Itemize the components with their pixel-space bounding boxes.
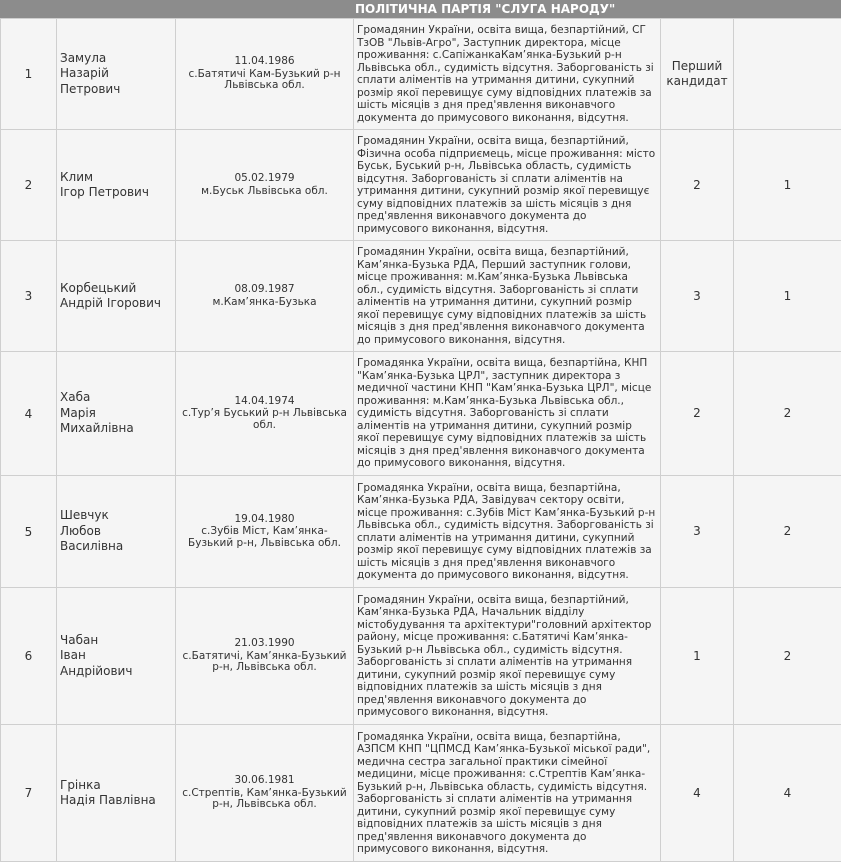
- candidate-region: 1: [734, 241, 841, 352]
- name-line: Хаба: [60, 390, 91, 405]
- candidate-info: Громадянин України, освіта вища, безпартійний, Кам’янка-Бузька РДА, Начальник відділу містобудування та архітектури"головний архітектор району, місце проживання: с.Батятичі Кам’янка-Бузький р-н Львівська обл., судимість відсутня. Заборгованість зі сплати аліментів на утримання дитини, сукупний розмір якої перевищує суму відповідних платежів за шість місяців з дня пред'явлення виконавчого документа до примусового виконання, відсутня.: [354, 588, 661, 725]
- candidate-info: Громадянин України, освіта вища, безпартійний, СГ ТзОВ "Львів-Агро", Заступник директора, місце проживання: с.СапіжанкаКам’янка-Бузький р-н Львівська обл., судимість відсутня. Заборгованість зі сплати аліментів на утримання дитини, сукупний розмір якої перевищує суму відповідних платежів за шість місяців з дня пред'явлення виконавчого документа до примусового виконання, відсутня.: [354, 19, 661, 130]
- birth-date: 30.06.1981: [234, 774, 295, 787]
- name-line: Клим: [60, 169, 94, 184]
- birth-place: с.Стрептів, Кам’янка-Бузький р-н, Львівська обл.: [182, 786, 347, 811]
- candidate-position: 3: [661, 476, 734, 588]
- candidates-body: [1, 19, 841, 862]
- name-line: Марія: [60, 405, 96, 420]
- table-row: [1, 588, 841, 725]
- candidate-name: [57, 476, 176, 588]
- name-line: Любов: [60, 523, 101, 538]
- candidate-info: Громадянин України, освіта вища, безпартійний, Кам’янка-Бузька РДА, Перший заступник голови, місце проживання: м.Кам’янка-Бузька Львівська обл., судимість відсутня. Заборгованість зі сплати аліментів на утримання дитини, сукупний розмір якої перевищує суму відповідних платежів за шість місяців з дня пред'явлення виконавчого документа до примусового виконання, відсутня.: [354, 241, 661, 352]
- name-line: Чабан: [60, 632, 99, 647]
- candidate-number: 1: [1, 19, 57, 130]
- candidate-region: 2: [734, 352, 841, 476]
- candidate-name: [57, 725, 176, 862]
- birth-place: с.Батятичі Кам-Бузький р-н Львівська обл.: [188, 67, 341, 92]
- birth-date: 19.04.1980: [234, 512, 295, 525]
- candidate-birth: [176, 19, 354, 130]
- candidate-birth: [176, 130, 354, 241]
- candidate-position: Перший кандидат: [661, 19, 734, 130]
- candidate-name: [57, 241, 176, 352]
- candidate-position: 1: [661, 588, 734, 725]
- birth-place: м.Кам’янка-Бузька: [212, 295, 317, 308]
- candidate-position: 2: [661, 130, 734, 241]
- candidate-region: [734, 19, 841, 130]
- candidate-position: 4: [661, 725, 734, 862]
- name-line: Петрович: [60, 81, 121, 96]
- candidate-birth: [176, 241, 354, 352]
- birth-date: 05.02.1979: [234, 172, 295, 184]
- name-line: Надія Павлівна: [60, 793, 156, 807]
- name-line: Михайлівна: [60, 421, 134, 436]
- candidate-region: 2: [734, 476, 841, 588]
- name-line: Корбецький: [60, 280, 137, 295]
- table-row: [1, 725, 841, 862]
- candidate-region: 2: [734, 588, 841, 725]
- candidate-birth: [176, 476, 354, 588]
- name-line: Назарій: [60, 66, 109, 81]
- birth-date: 11.04.1986: [234, 55, 295, 68]
- candidate-name: [57, 19, 176, 130]
- candidate-number: 3: [1, 241, 57, 352]
- name-line: Андрійович: [60, 663, 133, 678]
- party-title: ПОЛІТИЧНА ПАРТІЯ "СЛУГА НАРОДУ": [0, 0, 841, 18]
- candidate-info: Громадянка України, освіта вища, безпартійна, Кам’янка-Бузька РДА, Завідувач сектору освіти, місце проживання: с.Зубів Міст Кам’янка-Бузький р-н Львівська обл., судимість відсутня. Заборгованість зі сплати аліментів на утримання дитини, сукупний розмір якої перевищує суму відповідних платежів за шість місяців з дня пред'явлення виконавчого документа до примусового виконання, відсутня.: [354, 476, 661, 588]
- candidate-birth: [176, 352, 354, 476]
- candidate-number: 2: [1, 130, 57, 241]
- candidate-name: [57, 588, 176, 725]
- birth-place: с.Батятичі, Кам’янка-Бузький р-н, Львівська обл.: [182, 649, 347, 674]
- birth-place: с.Зубів Міст, Кам’янка-Бузький р-н, Львівська обл.: [188, 525, 341, 549]
- birth-date: 08.09.1987: [234, 283, 295, 295]
- name-line: Шевчук: [60, 508, 109, 523]
- table-row: [1, 241, 841, 352]
- birth-date: 14.04.1974: [234, 394, 295, 407]
- candidate-info: Громадянин України, освіта вища, безпартійний, Фізична особа підприємець, місце проживання: місто Буськ, Буський р-н, Львівська область, судимість відсутня. Заборгованість зі сплати аліментів на утримання дитини, сукупний розмір якої перевищує суму відповідних платежів за шість місяців з дня пред'явлення виконавчого документа до примусового виконання, відсутня.: [354, 130, 661, 241]
- birth-date: 21.03.1990: [234, 637, 295, 650]
- candidate-birth: [176, 588, 354, 725]
- candidate-birth: [176, 725, 354, 862]
- candidate-name: [57, 130, 176, 241]
- candidate-info: Громадянка України, освіта вища, безпартійна, КНП "Кам’янка-Бузька ЦРЛ", заступник директора з медичної частини КНП "Кам’янка-Бузька ЦРЛ", місце проживання: м.Кам’янка-Бузька Львівська обл., судимість відсутня. Заборгованість зі сплати аліментів на утримання дитини, сукупний розмір якої перевищує суму відповідних платежів за шість місяців з дня пред'явлення виконавчого документа до примусового виконання, відсутня.: [354, 352, 661, 476]
- name-line: Грінка: [60, 777, 101, 792]
- candidate-region: 1: [734, 130, 841, 241]
- candidate-info: Громадянка України, освіта вища, безпартійна, АЗПСМ КНП "ЦПМСД Кам’янка-Бузької міської ради", медична сестра загальної практики сімейної медицини, місце проживання: с.Стрептів Кам’янка-Бузький р-н, Львівська область, судимість відсутня. Заборгованість зі сплати аліментів на утримання дитини, сукупний розмір якої перевищує суму відповідних платежів за шість місяців з дня пред'явлення виконавчого документа до примусового виконання, відсутня.: [354, 725, 661, 862]
- candidate-number: 5: [1, 476, 57, 588]
- table-row: [1, 19, 841, 130]
- name-line: Андрій Ігорович: [60, 296, 162, 310]
- table-row: [1, 476, 841, 588]
- birth-place: м.Буськ Львівська обл.: [201, 184, 328, 197]
- name-line: Василівна: [60, 539, 124, 554]
- candidate-number: 6: [1, 588, 57, 725]
- candidates-table: [0, 18, 841, 862]
- candidate-name: [57, 352, 176, 476]
- name-line: Замула: [60, 50, 107, 65]
- name-line: Ігор Петрович: [60, 185, 149, 199]
- name-line: Іван: [60, 648, 86, 663]
- candidate-region: 4: [734, 725, 841, 862]
- candidate-number: 7: [1, 725, 57, 862]
- candidate-number: 4: [1, 352, 57, 476]
- candidate-position: 3: [661, 241, 734, 352]
- birth-place: с.Тур’я Буський р-н Львівська обл.: [182, 407, 347, 431]
- table-row: [1, 130, 841, 241]
- candidate-position: 2: [661, 352, 734, 476]
- table-row: [1, 352, 841, 476]
